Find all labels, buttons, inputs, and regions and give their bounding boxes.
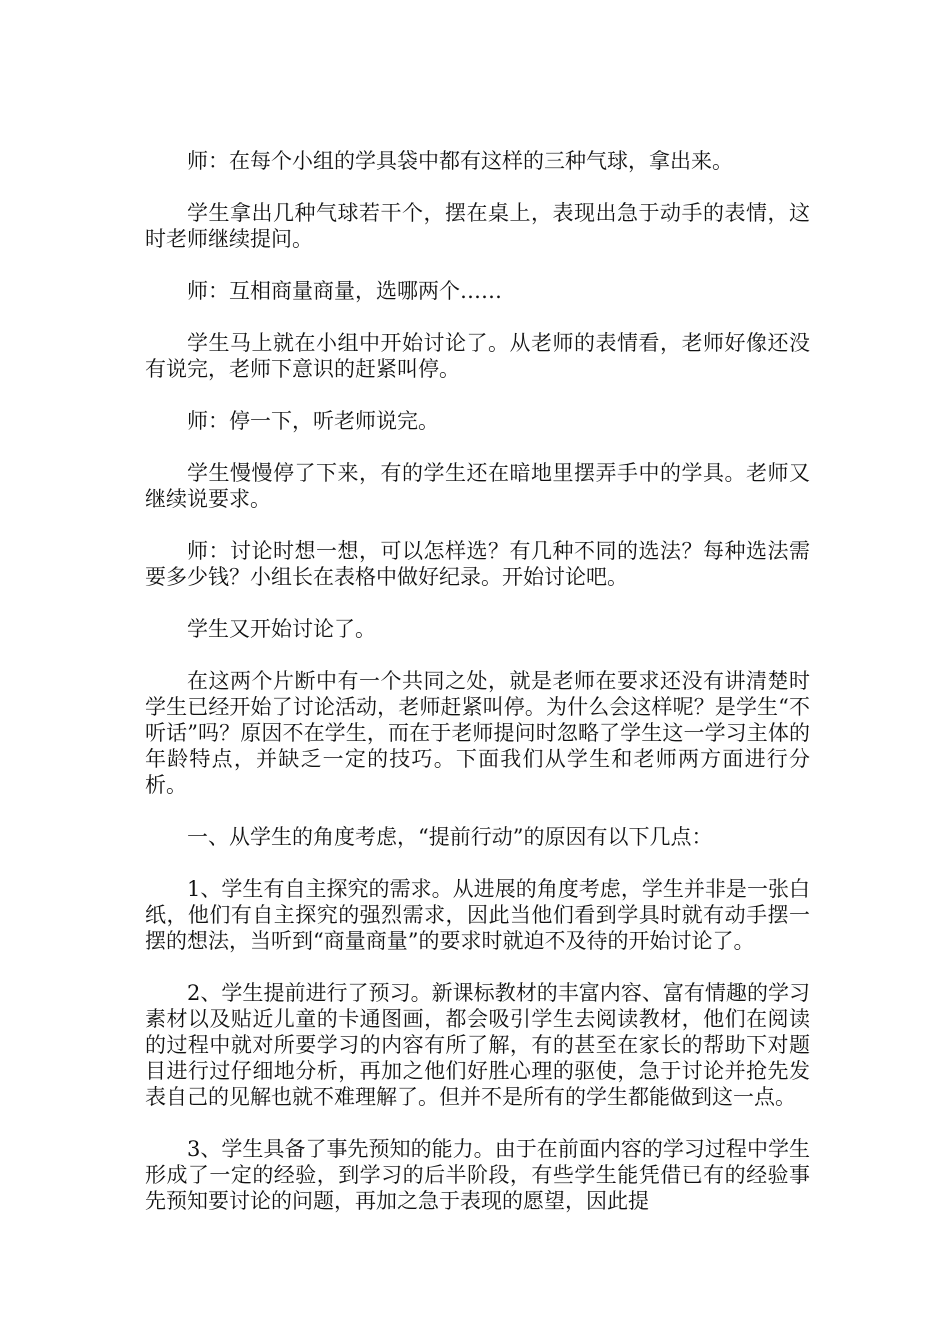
section-heading: 一、从学生的角度考虑，“提前行动”的原因有以下几点：: [187, 825, 713, 849]
paragraph-7: 师：讨论时想一想，可以怎样选？有几种不同的选法？每种选法需要多少钱？小组长在表格中做好纪录。开始讨论吧。: [145, 539, 810, 589]
paragraph-4: 学生马上就在小组中开始讨论了。从老师的表情看，老师好像还没有说完，老师下意识的赶紧叫停。: [145, 331, 810, 381]
paragraph-point-2: 2、学生提前进行了预习。新课标教材的丰富内容、富有情趣的学习素材以及贴近儿童的卡通图画，都会吸引学生去阅读教材，他们在阅读的过程中就对所要学习的内容有所了解，有的甚至在家长的帮助下对题目进行过仔细地分析，再加之他们好胜心理的驱使，急于讨论并抢先发表自己的见解也就不难理解了。但并不是所有的学生都能做到这一点。: [145, 981, 810, 1109]
paragraph-5: 师：停一下，听老师说完。: [187, 409, 439, 433]
paragraph-3: 师：互相商量商量，选哪两个……: [187, 279, 502, 303]
paragraph-point-1: 1、学生有自主探究的需求。从进展的角度考虑，学生并非是一张白纸，他们有自主探究的强烈需求，因此当他们看到学具时就有动手摆一摆的想法，当听到“商量商量”的要求时就迫不及待的开始讨论了。: [145, 877, 810, 953]
document-page: [145, 148, 810, 1240]
paragraph-point-3: 3、学生具备了事先预知的能力。由于在前面内容的学习过程中学生形成了一定的经验，到学习的后半阶段，有些学生能凭借已有的经验事先预知要讨论的问题，再加之急于表现的愿望，因此提: [145, 1137, 810, 1213]
paragraph-8: 学生又开始讨论了。: [187, 617, 376, 641]
paragraph-6: 学生慢慢停了下来，有的学生还在暗地里摆弄手中的学具。老师又继续说要求。: [145, 461, 810, 511]
paragraph-9: 在这两个片断中有一个共同之处，就是老师在要求还没有讲清楚时学生已经开始了讨论活动，老师赶紧叫停。为什么会这样呢？是学生“不听话”吗？原因不在学生，而在于老师提问时忽略了学生这一学习主体的年龄特点，并缺乏一定的技巧。下面我们从学生和老师两方面进行分析。: [145, 669, 810, 797]
paragraph-2: 学生拿出几种气球若干个，摆在桌上，表现出急于动手的表情，这时老师继续提问。: [145, 201, 810, 251]
paragraph-1: 师：在每个小组的学具袋中都有这样的三种气球，拿出来。: [187, 149, 733, 173]
